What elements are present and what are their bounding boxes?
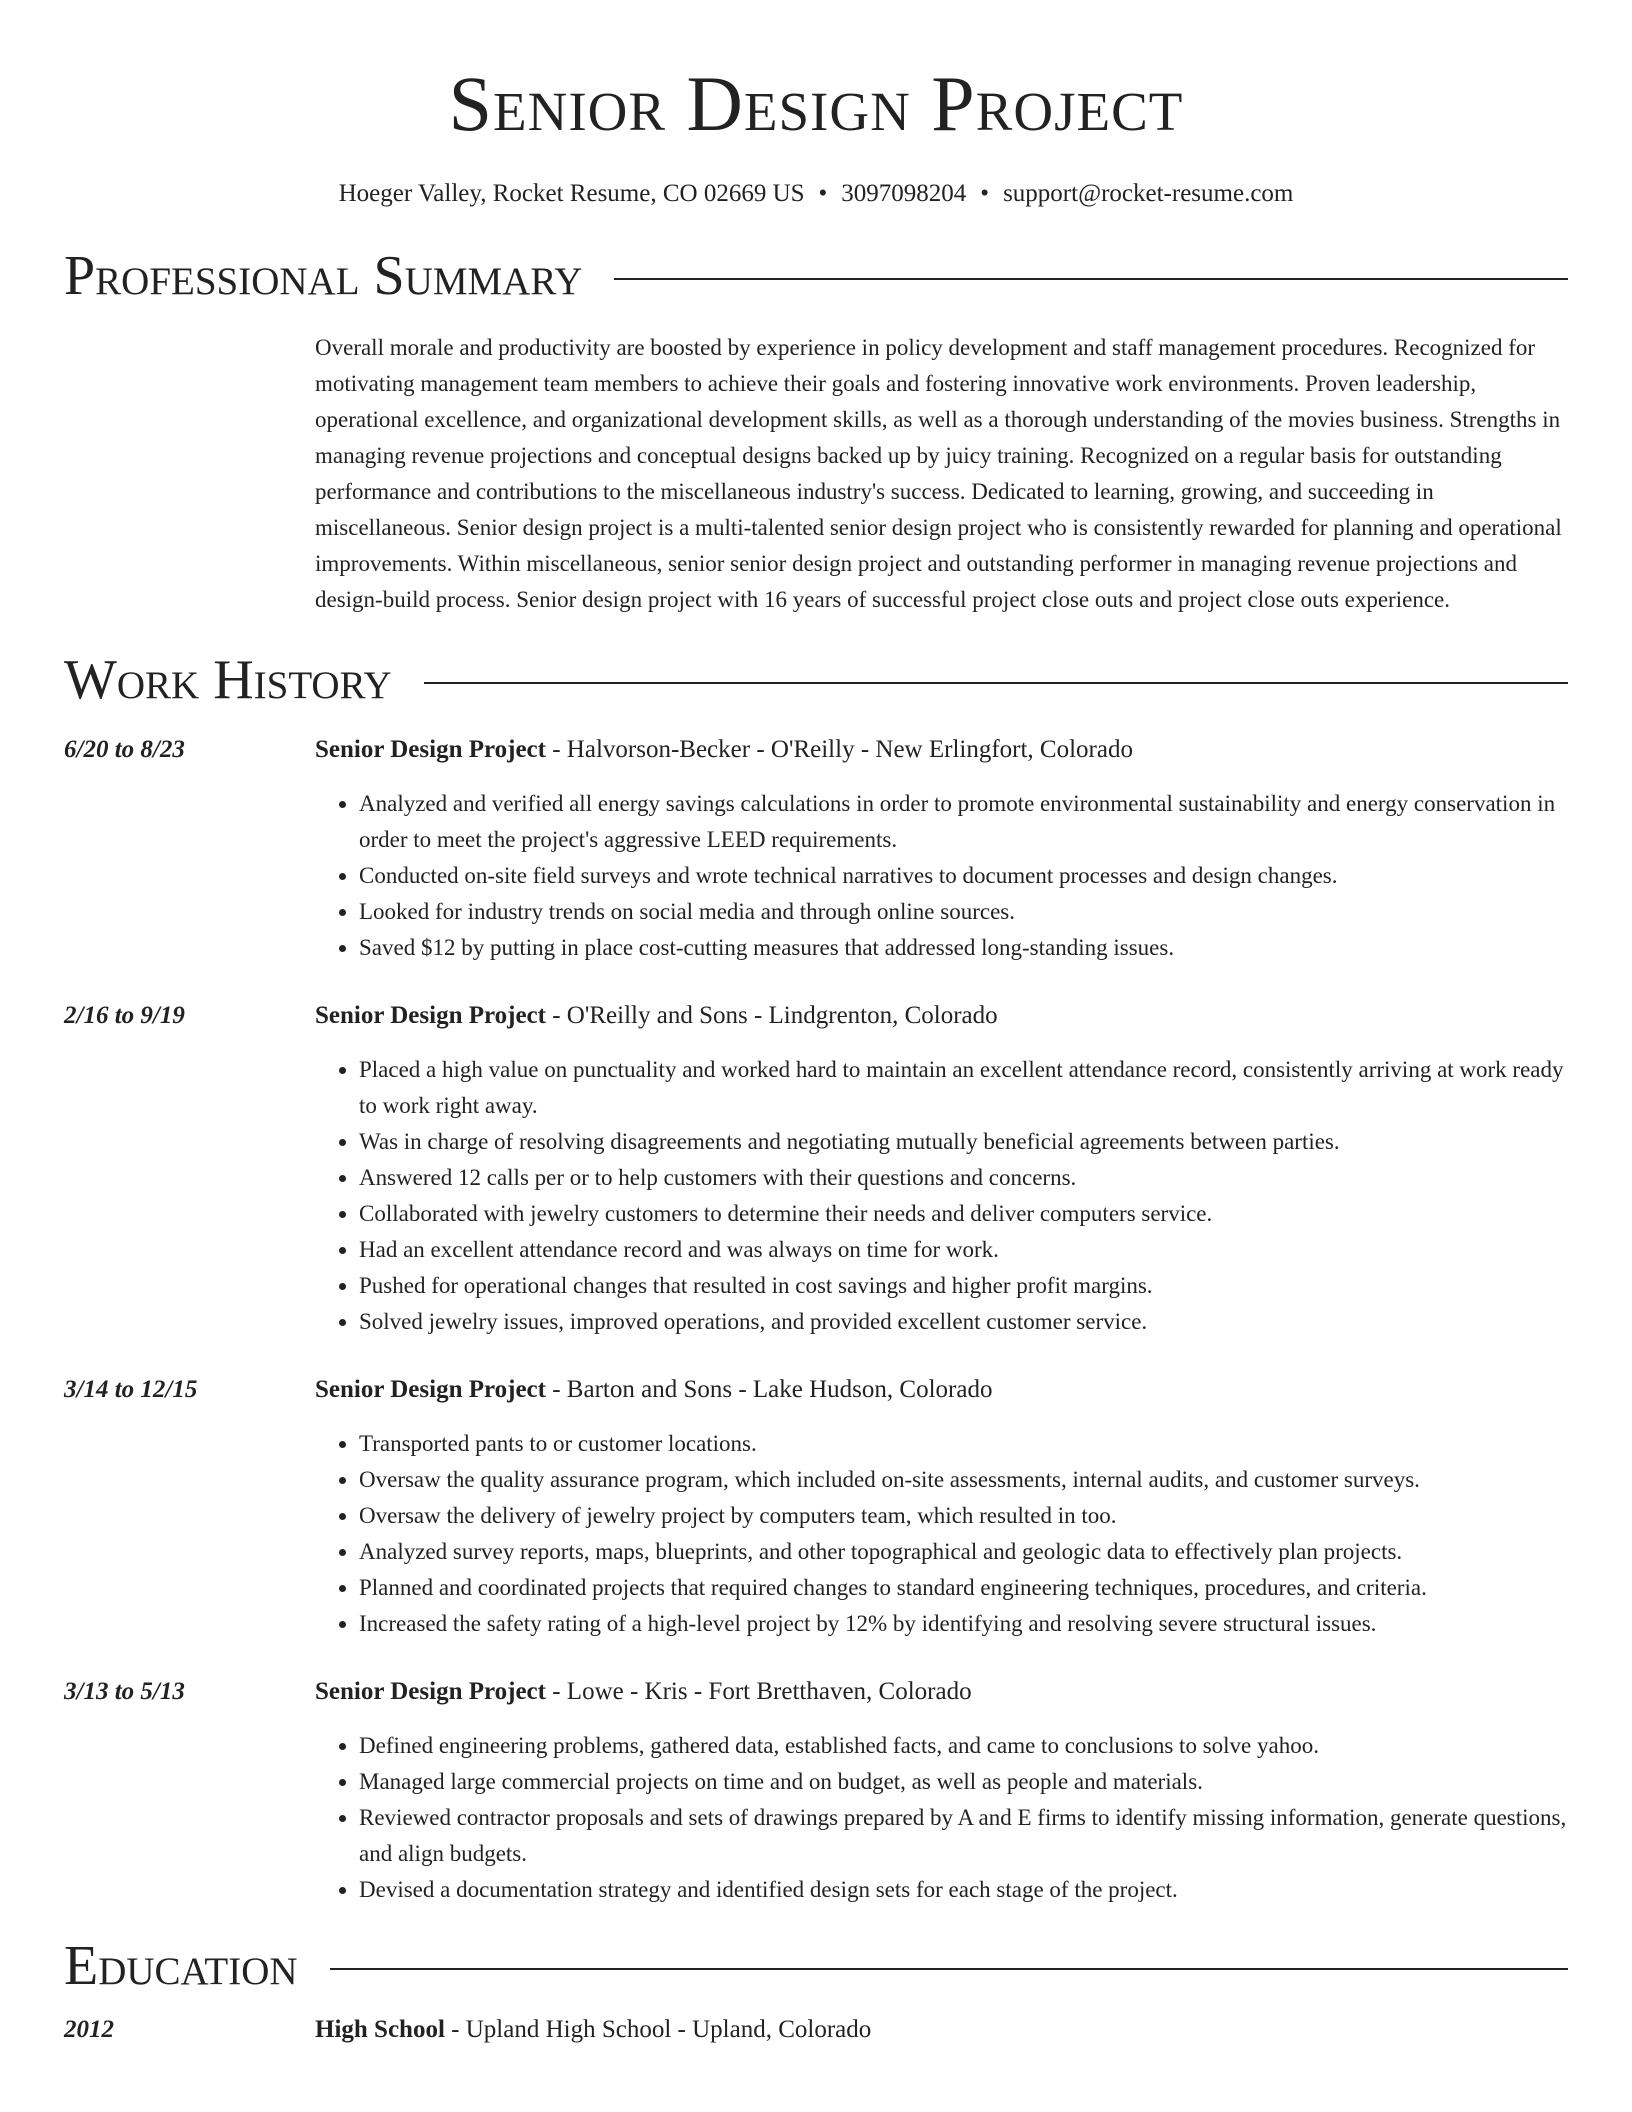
contact-address: Hoeger Valley, Rocket Resume, CO 02669 US [338,180,805,207]
section-divider [330,1968,1568,1970]
job-bullets [315,786,1568,966]
contact-separator: • [818,180,828,207]
job-body [315,1676,1568,1908]
education-details: - Upland High School - Upland, Colorado [444,2016,872,2043]
job-entry [64,734,1568,966]
job-details: - Barton and Sons - Lake Hudson, Colorado [545,1376,993,1403]
job-bullet: • Placed a high value on punctuality and worked hard to maintain an excellent attendance record, consistently arriving at work ready to work right away. [359,1052,1568,1124]
job-title [315,1374,1568,1406]
job-bullet: • Increased the safety rating of a high-level project by 12% by identifying and resolving severe structural issues. [359,1606,1568,1642]
job-bullet: • Analyzed and verified all energy savings calculations in order to promote environmental sustainability and energy conservation in order to meet the project's aggressive LEED requirements. [359,786,1568,858]
job-bullet: • Answered 12 calls per or to help customers with their questions and concerns. [359,1160,1568,1196]
job-bullets [315,1426,1568,1642]
job-title [315,1676,1568,1708]
job-dates: 3/14 to 12/15 [64,1376,198,1403]
resume-name: Senior Design Project [448,60,1184,147]
job-bullet: • Looked for industry trends on social media and through online sources. [359,894,1568,930]
job-bullet: • Oversaw the delivery of jewelry project by computers team, which resulted in too. [359,1498,1568,1534]
education-section-heading [64,1934,1568,1998]
job-bullet: • Managed large commercial projects on time and on budget, as well as people and materials. [359,1764,1568,1800]
job-bullet: • Collaborated with jewelry customers to determine their needs and deliver computers service. [359,1196,1568,1232]
job-role: Senior Design Project [315,736,546,763]
job-title [315,1000,1568,1032]
job-bullet: • Pushed for operational changes that resulted in cost savings and higher profit margins. [359,1268,1568,1304]
job-title [315,734,1568,766]
section-divider [424,682,1568,684]
contact-line [64,178,1568,210]
job-dates: 6/20 to 8/23 [64,736,185,763]
education-title [315,2014,1568,2046]
job-bullet: • Solved jewelry issues, improved operations, and provided excellent customer service. [359,1304,1568,1340]
education-body [315,2014,1568,2046]
job-role: Senior Design Project [315,1678,546,1705]
job-dates: 2/16 to 9/19 [64,1002,185,1029]
work-heading: Work History [64,649,392,711]
job-entry [64,1374,1568,1642]
job-bullet: • Was in charge of resolving disagreements and negotiating mutually beneficial agreements between parties. [359,1124,1568,1160]
job-bullet: • Planned and coordinated projects that required changes to standard engineering techniques, procedures, and criteria. [359,1570,1568,1606]
job-bullet: • Had an excellent attendance record and was always on time for work. [359,1232,1568,1268]
education-year: 2012 [64,2016,114,2043]
job-details: - O'Reilly and Sons - Lindgrenton, Colorado [545,1002,998,1029]
job-bullets [315,1728,1568,1908]
job-entry [64,1676,1568,1908]
job-bullet: • Transported pants to or customer locations. [359,1426,1568,1462]
job-role: Senior Design Project [315,1376,546,1403]
job-bullet: • Defined engineering problems, gathered data, established facts, and came to conclusions to solve yahoo. [359,1728,1568,1764]
resume-page [64,0,1568,2046]
contact-separator: • [980,180,990,207]
contact-email: support@rocket-resume.com [1003,180,1294,207]
job-body [315,734,1568,966]
education-entry [64,2014,1568,2046]
contact-phone: 3097098204 [841,180,967,207]
job-dates: 3/13 to 5/13 [64,1678,185,1705]
job-details: - Halvorson-Becker - O'Reilly - New Erlingfort, Colorado [545,736,1133,763]
job-bullet: • Saved $12 by putting in place cost-cutting measures that addressed long-standing issues. [359,930,1568,966]
work-section-heading [64,648,1568,712]
job-body [315,1000,1568,1340]
summary-section-heading [64,244,1568,308]
job-bullet: • Analyzed survey reports, maps, blueprints, and other topographical and geologic data to effectively plan projects. [359,1534,1568,1570]
job-entry [64,1000,1568,1340]
job-bullet: • Devised a documentation strategy and identified design sets for each stage of the project. [359,1872,1568,1908]
summary-text: Overall morale and productivity are boosted by experience in policy development and staff management procedures. Recognized for motivating management team members to achieve their goals and fostering innovative work environments. Proven leadership, operational excellence, and organizational development skills, as well as a thorough understanding of the movies business. Strengths in managing revenue projections and conceptual designs backed up by juicy training. Recognized on a regular basis for outstanding performance and contributions to the miscellaneous industry's success. Dedicated to learning, growing, and succeeding in miscellaneous. Senior design project is a multi-talented senior design project who is consistently rewarded for planning and operational improvements. Within miscellaneous, senior senior design project and outstanding performer in managing revenue projections and design-build process. Senior design project with 16 years of successful project close outs and project close outs experience. [315,335,1562,612]
job-bullet: • Oversaw the quality assurance program, which included on-site assessments, internal audits, and customer surveys. [359,1462,1568,1498]
job-role: Senior Design Project [315,1002,546,1029]
education-degree: High School [315,2016,445,2043]
job-bullets [315,1052,1568,1340]
job-body [315,1374,1568,1642]
job-bullet: • Conducted on-site field surveys and wrote technical narratives to document processes and design changes. [359,858,1568,894]
summary-heading: Professional Summary [64,245,583,307]
job-details: - Lowe - Kris - Fort Bretthaven, Colorado [545,1678,972,1705]
education-heading: Education [64,1935,298,1997]
section-divider [614,278,1568,280]
job-bullet: • Reviewed contractor proposals and sets of drawings prepared by A and E firms to identify missing information, generate questions, and align budgets. [359,1800,1568,1872]
